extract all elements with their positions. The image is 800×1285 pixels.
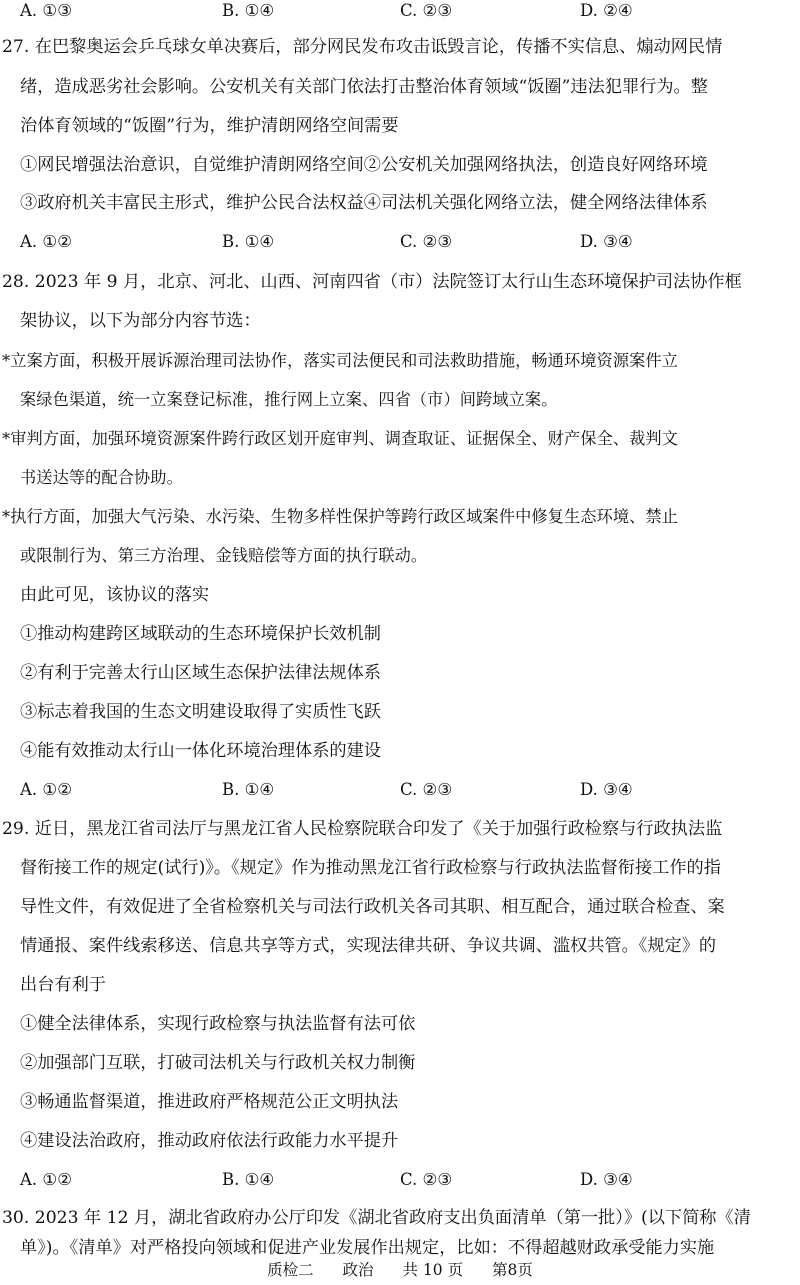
q29-statement-3: ③畅通监督渠道，推进政府严格规范公正文明执法 [20,1092,399,1112]
q29-stem-line-5: 出台有利于 [20,975,106,995]
q28-excerpt-execution-1: *执行方面，加强大气污染、水污染、生物多样性保护等跨行政区域案件中修复生态环境、禁止 [2,507,678,526]
q28-lead: 由此可见，该协议的落实 [20,585,210,605]
q28-statement-1: ①推动构建跨区域联动的生态环境保护长效机制 [20,624,381,644]
q29-option-d: D. ③④ [580,1170,633,1189]
q28-stem-line-2: 架协议，以下为部分内容节选： [20,311,261,331]
q28-excerpt-trial-2: 书送达等的配合协助。 [20,468,183,487]
q29-option-b: B. ①④ [222,1170,275,1189]
q28-statement-3: ③标志着我国的生态文明建设取得了实质性飞跃 [20,702,381,722]
q28-excerpt-filing-2: 案绿色渠道，统一立案登记标准，推行网上立案、四省（市）间跨域立案。 [20,390,558,409]
q28-excerpt-execution-2: 或限制行为、第三方治理、金钱赔偿等方面的执行联动。 [20,546,428,565]
q26-option-d: D. ②④ [580,1,633,20]
q28-stem-line-1: 28. 2023 年 9 月，北京、河北、山西、河南四省（市）法院签订太行山生态环境保护司法协作框 [2,272,742,292]
q28-statement-4: ④能有效推动太行山一体化环境治理体系的建设 [20,741,381,761]
q27-stem-line-2: 绪，造成恶劣社会影响。公安机关有关部门依法打击整治体育领域“饭圈”违法犯罪行为。整 [20,77,708,97]
q29-stem-line-2: 督衔接工作的规定(试行)》。《规定》作为推动黑龙江省行政检察与行政执法监督衔接工作的指 [20,858,721,878]
q27-option-c: C. ②③ [400,232,453,251]
q27-stem-line-3: 治体育领域的“饭圈”行为，维护清朗网络空间需要 [20,116,399,136]
q29-option-a: A. ①② [20,1170,72,1189]
q28-statement-2: ②有利于完善太行山区域生态保护法律法规体系 [20,663,381,683]
q29-statement-4: ④建设法治政府，推动政府依法行政能力水平提升 [20,1131,399,1151]
q26-option-a: A. ①③ [20,1,72,20]
q29-statement-2: ②加强部门互联，打破司法机关与行政机关权力制衡 [20,1053,416,1073]
q27-option-d: D. ③④ [580,232,633,251]
q28-option-b: B. ①④ [222,780,275,799]
q27-stem-line-1: 27. 在巴黎奥运会乒乓球女单决赛后，部分网民发布攻击诋毁言论，传播不实信息、煽动网民情 [2,37,723,57]
q30-stem-line-1: 30. 2023 年 12 月，湖北省政府办公厅印发《湖北省政府支出负面清单（第一批）》(以下简称《清 [2,1208,751,1228]
footer-subject: 政治 [342,1261,374,1279]
q30-stem-line-2: 单》)。《清单》对严格投向领域和促进产业发展作出规定，比如：不得超越财政承受能力实施 [20,1238,715,1258]
page-footer [0,1260,800,1280]
q27-option-a: A. ①② [20,232,72,251]
footer-exam: 质检二 [267,1261,314,1279]
q29-stem-line-3: 导性文件，有效促进了全省检察机关与司法行政机关各司其职、相互配合，通过联合检查、案 [20,897,725,917]
q29-statement-1: ①健全法律体系，实现行政检察与执法监督有法可依 [20,1014,416,1034]
q27-statement-1: ①网民增强法治意识，自觉维护清朗网络空间②公安机关加强网络执法，创造良好网络环境 [20,155,708,175]
q26-option-b: B. ①④ [222,1,275,20]
q29-stem-line-4: 情通报、案件线索移送、信息共享等方式，实现法律共研、争议共调、滥权共管。《规定》的 [20,936,717,956]
q28-excerpt-trial-1: *审判方面，加强环境资源案件跨行政区划开庭审判、调查取证、证据保全、财产保全、裁判文 [2,429,678,448]
q28-option-d: D. ③④ [580,780,633,799]
q26-option-c: C. ②③ [400,1,453,20]
q29-stem-line-1: 29. 近日，黑龙江省司法厅与黑龙江省人民检察院联合印发了《关于加强行政检察与行政执法监 [2,819,723,839]
q28-option-a: A. ①② [20,780,72,799]
footer-total-pages: 共 10 页 [402,1261,464,1279]
q29-option-c: C. ②③ [400,1170,453,1189]
q28-option-c: C. ②③ [400,780,453,799]
q27-option-b: B. ①④ [222,232,275,251]
q27-statement-2: ③政府机关丰富民主形式，维护公民合法权益④司法机关强化网络立法，健全网络法律体系 [20,193,708,213]
footer-page-number: 第8页 [492,1261,533,1279]
q28-excerpt-filing-1: *立案方面，积极开展诉源治理司法协作，落实司法便民和司法救助措施，畅通环境资源案件立 [2,351,678,370]
